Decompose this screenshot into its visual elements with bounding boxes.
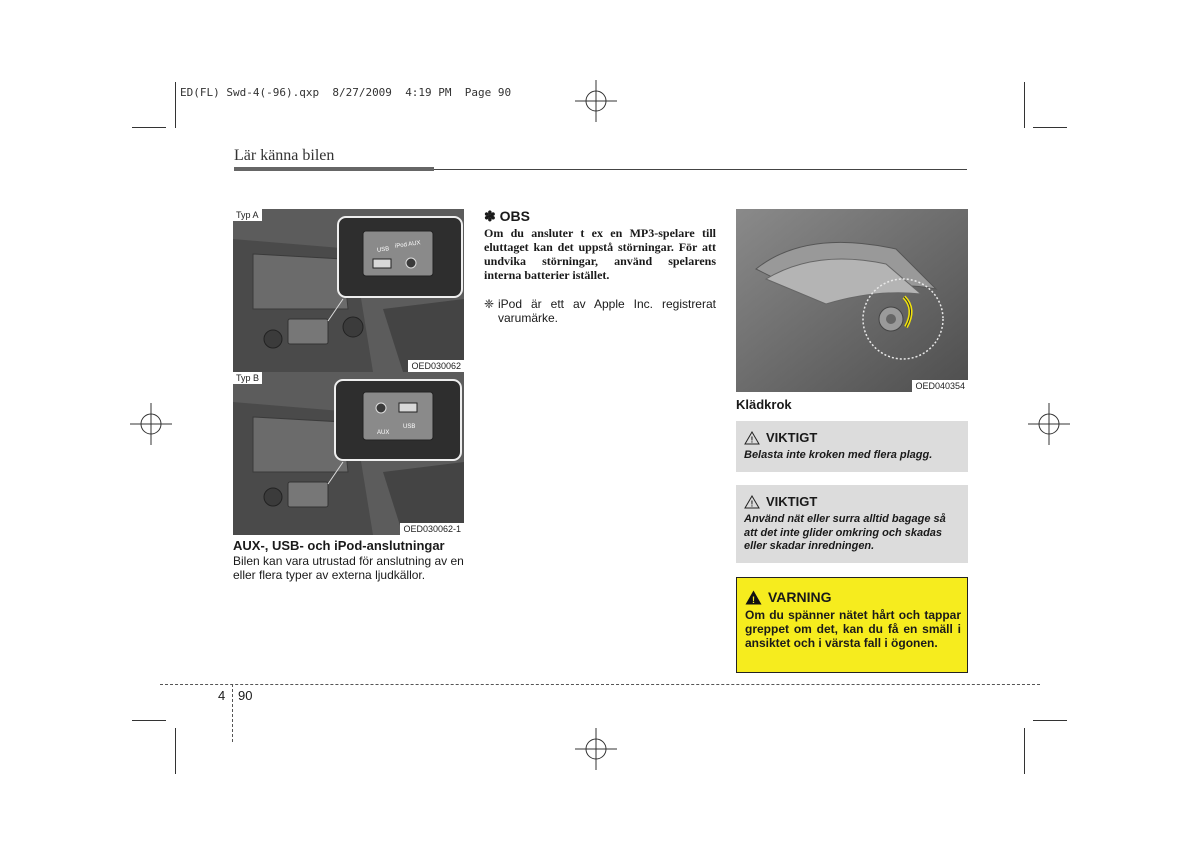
obs-body: Om du ansluter t ex en MP3-spelare till eluttaget kan det uppstå störningar. För att undvika störningar, använd spelarens interna batterier istället. [484, 226, 716, 282]
console-type-b-illustration [233, 372, 464, 535]
port-label-aux-b: AUX [377, 430, 390, 436]
svg-text:!: ! [750, 435, 754, 444]
print-page-label: Page 90 [464, 86, 512, 99]
warning-title: VARNING [768, 589, 832, 605]
header-rule-accent [234, 167, 434, 171]
trademark-note [484, 297, 716, 325]
warning-body: Om du spänner nätet hårt och tappar greppet om det, kan du få en smäll i ansiktet och i värsta fall i ögonen. [745, 608, 961, 650]
registration-mark-right-icon [1028, 403, 1070, 445]
aux-caption-title: AUX-, USB- och iPod-anslutningar [233, 538, 445, 553]
print-header [180, 86, 511, 99]
print-time: 4:19 PM [405, 86, 452, 99]
obs-title: OBS [499, 208, 530, 224]
trademark-symbol-icon: ❈ [484, 297, 495, 311]
svg-text:!: ! [750, 499, 754, 508]
registration-mark-bottom-icon [575, 728, 617, 770]
print-filename: ED(FL) Swd-4(-96).qxp [180, 86, 320, 99]
caution-triangle-icon [744, 495, 760, 509]
registration-mark-left-icon [130, 403, 172, 445]
figure-type-a-code: OED030062 [408, 360, 464, 372]
notice-1-body: Belasta inte kroken med flera plagg. [744, 449, 933, 461]
notice-2-body: Använd nät eller surra alltid bagage så att det inte glider omkring och skadas eller skadar inredningen. [744, 513, 946, 552]
warning-triangle-icon [745, 590, 762, 605]
port-label-usb-a: USB [376, 246, 390, 254]
notice-2-title: VIKTIGT [766, 494, 818, 509]
print-date: 8/27/2009 [332, 86, 392, 99]
notice-1-heading [744, 430, 817, 445]
hook-caption: Klädkrok [736, 397, 792, 412]
notice-1-title: VIKTIGT [766, 430, 818, 445]
trademark-text: iPod är ett av Apple Inc. registrerat varumärke. [498, 297, 716, 325]
notice-important-1 [736, 421, 968, 472]
figure-hook-code: OED040354 [912, 380, 968, 392]
warning-heading [745, 589, 832, 605]
registration-mark-top-icon [575, 80, 617, 122]
footer-chapter-number: 4 [218, 688, 226, 703]
caution-triangle-icon [744, 431, 760, 445]
figure-type-b [233, 372, 464, 535]
footer-vertical-dash [232, 684, 233, 742]
port-label-usb-b: USB [403, 424, 416, 430]
aux-caption-body: Bilen kan vara utrustad för anslutning av en eller flera typer av externa ljudkällor. [233, 554, 464, 582]
obs-symbol-icon: ✽ [484, 208, 496, 224]
figure-type-b-label: Typ B [233, 372, 262, 384]
warning-box [736, 577, 968, 673]
section-title: Lär känna bilen [234, 147, 335, 164]
port-label-ipod-aux-a: iPod AUX [394, 240, 421, 250]
clothes-hook-illustration [736, 209, 968, 392]
figure-type-a-label: Typ A [233, 209, 262, 221]
footer-page-number: 90 [238, 688, 253, 703]
notice-important-2 [736, 485, 968, 563]
notice-2-heading [744, 494, 817, 509]
footer-dashed-rule [160, 684, 1040, 685]
console-type-a-illustration [233, 209, 464, 372]
figure-type-a [233, 209, 464, 372]
svg-text:!: ! [752, 594, 755, 605]
obs-heading [484, 208, 530, 225]
figure-clothes-hook [736, 209, 968, 392]
figure-type-b-code: OED030062-1 [400, 523, 464, 535]
